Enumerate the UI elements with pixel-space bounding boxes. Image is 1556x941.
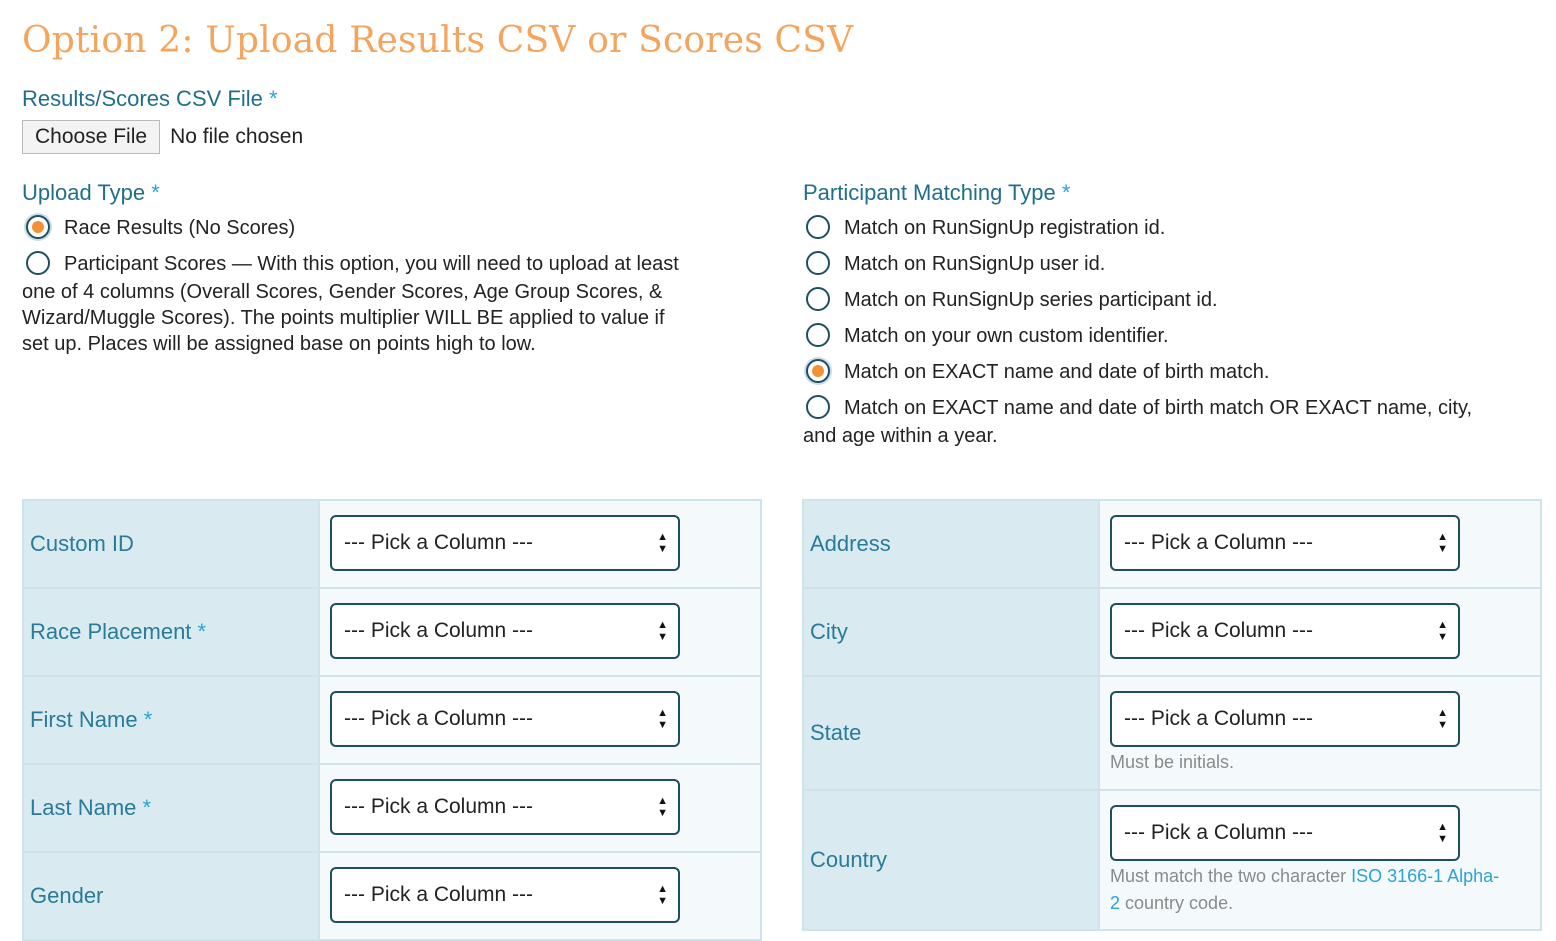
radio-label: Match on EXACT name and date of birth match. (844, 361, 1270, 383)
field-control (1099, 500, 1541, 588)
mapping-row-last-name (23, 764, 761, 852)
radio-option-registration-id[interactable] (806, 214, 1526, 242)
field-label-gender: Gender (23, 852, 319, 940)
field-control (319, 852, 761, 940)
select-arrows-icon: ▲ ▼ (657, 619, 668, 643)
select-arrows-icon: ▲ ▼ (657, 883, 668, 907)
field-label-state: State (803, 676, 1099, 790)
radio-option-custom-identifier[interactable] (806, 322, 1526, 350)
page-title: Option 2: Upload Results CSV or Scores CSV (22, 20, 854, 61)
file-status: No file chosen (170, 125, 304, 148)
field-label-address: Address (803, 500, 1099, 588)
field-label-city: City (803, 588, 1099, 676)
radio-label: Match on RunSignUp registration id. (844, 217, 1166, 239)
upload-type-label (22, 180, 160, 206)
radio-option-continuation (803, 422, 1523, 450)
field-control (319, 764, 761, 852)
mapping-row-custom-id (23, 500, 761, 588)
radio-button[interactable] (806, 395, 830, 419)
column-select-custom-id[interactable]: --- Pick a Column --- ▲ ▼ (330, 515, 680, 571)
radio-label: Race Results (No Scores) (64, 217, 296, 239)
description-line: set up. Places will be assigned base on points high to low. (22, 333, 536, 355)
right-column-mapping-table (802, 499, 1542, 931)
select-arrows-icon: ▲ ▼ (1437, 821, 1448, 845)
radio-option-name-dob-or-city[interactable] (806, 394, 1526, 422)
file-input[interactable] (22, 120, 303, 154)
field-control (319, 500, 761, 588)
column-select-address[interactable]: --- Pick a Column --- ▲ ▼ (1110, 515, 1460, 571)
select-arrows-icon: ▲ ▼ (657, 707, 668, 731)
matching-type-label-text: Participant Matching Type (803, 180, 1056, 205)
required-asterisk: * (268, 86, 278, 111)
country-help-text: Must match the two character ISO 3166-1 Alpha- 2 country code. (1110, 866, 1500, 913)
mapping-row-race-placement (23, 588, 761, 676)
iso-3166-link[interactable]: ISO 3166-1 Alpha- (1351, 866, 1500, 886)
radio-label: Match on your own custom identifier. (844, 325, 1169, 347)
mapping-row-city (803, 588, 1541, 676)
required-asterisk: * (1061, 180, 1071, 205)
radio-button[interactable] (26, 215, 50, 239)
field-label-country: Country (803, 790, 1099, 930)
mapping-row-gender (23, 852, 761, 940)
mapping-row-first-name (23, 676, 761, 764)
column-select-race-placement[interactable]: --- Pick a Column --- ▲ ▼ (330, 603, 680, 659)
column-select-city[interactable]: --- Pick a Column --- ▲ ▼ (1110, 603, 1460, 659)
matching-type-label (803, 180, 1070, 206)
required-asterisk: * (151, 180, 160, 205)
field-label-custom-id: Custom ID (23, 500, 319, 588)
column-select-gender[interactable]: --- Pick a Column --- ▲ ▼ (330, 867, 680, 923)
select-arrows-icon: ▲ ▼ (657, 531, 668, 555)
file-field-label (22, 86, 278, 112)
radio-option-name-dob[interactable] (806, 358, 1526, 386)
radio-option-participant-scores-description (22, 279, 742, 357)
field-label-first-name: First Name * (23, 676, 319, 764)
field-control (319, 676, 761, 764)
column-select-last-name[interactable]: --- Pick a Column --- ▲ ▼ (330, 779, 680, 835)
mapping-row-address (803, 500, 1541, 588)
column-select-first-name[interactable]: --- Pick a Column --- ▲ ▼ (330, 691, 680, 747)
select-arrows-icon: ▲ ▼ (1437, 707, 1448, 731)
radio-button[interactable] (806, 287, 830, 311)
mapping-row-state (803, 676, 1541, 790)
radio-button[interactable] (806, 323, 830, 347)
field-control (1099, 676, 1541, 790)
left-column-mapping-table (22, 499, 762, 941)
description-line: one of 4 columns (Overall Scores, Gender Scores, Age Group Scores, & (22, 281, 663, 303)
field-control (319, 588, 761, 676)
radio-option-participant-scores[interactable] (26, 250, 746, 278)
radio-option-series-participant-id[interactable] (806, 286, 1526, 314)
field-label-last-name: Last Name * (23, 764, 319, 852)
column-select-country[interactable]: --- Pick a Column --- ▲ ▼ (1110, 805, 1460, 861)
description-line: Wizard/Muggle Scores). The points multiplier WILL BE applied to value if (22, 307, 665, 329)
radio-option-user-id[interactable] (806, 250, 1526, 278)
field-label-race-placement: Race Placement * (23, 588, 319, 676)
radio-label: Match on EXACT name and date of birth match OR EXACT name, city, (844, 397, 1473, 419)
column-select-state[interactable]: --- Pick a Column --- ▲ ▼ (1110, 691, 1460, 747)
select-arrows-icon: ▲ ▼ (1437, 531, 1448, 555)
field-control (1099, 790, 1541, 930)
radio-option-race-results[interactable] (26, 214, 746, 242)
upload-type-label-text: Upload Type (22, 180, 146, 205)
radio-label: Match on RunSignUp series participant id. (844, 289, 1218, 311)
radio-label: Participant Scores — With this option, you will need to upload at least (64, 253, 679, 275)
radio-label: Match on RunSignUp user id. (844, 253, 1106, 275)
radio-label-continuation: and age within a year. (803, 425, 998, 447)
radio-button[interactable] (806, 215, 830, 239)
select-arrows-icon: ▲ ▼ (1437, 619, 1448, 643)
iso-3166-link-continued[interactable]: 2 (1110, 893, 1121, 913)
state-help-text: Must be initials. (1110, 752, 1235, 772)
radio-button[interactable] (26, 251, 50, 275)
file-label-text: Results/Scores CSV File (22, 86, 263, 111)
radio-button[interactable] (806, 359, 830, 383)
select-arrows-icon: ▲ ▼ (657, 795, 668, 819)
field-control (1099, 588, 1541, 676)
choose-file-button[interactable]: Choose File (22, 120, 160, 154)
mapping-row-country (803, 790, 1541, 930)
radio-button[interactable] (806, 251, 830, 275)
